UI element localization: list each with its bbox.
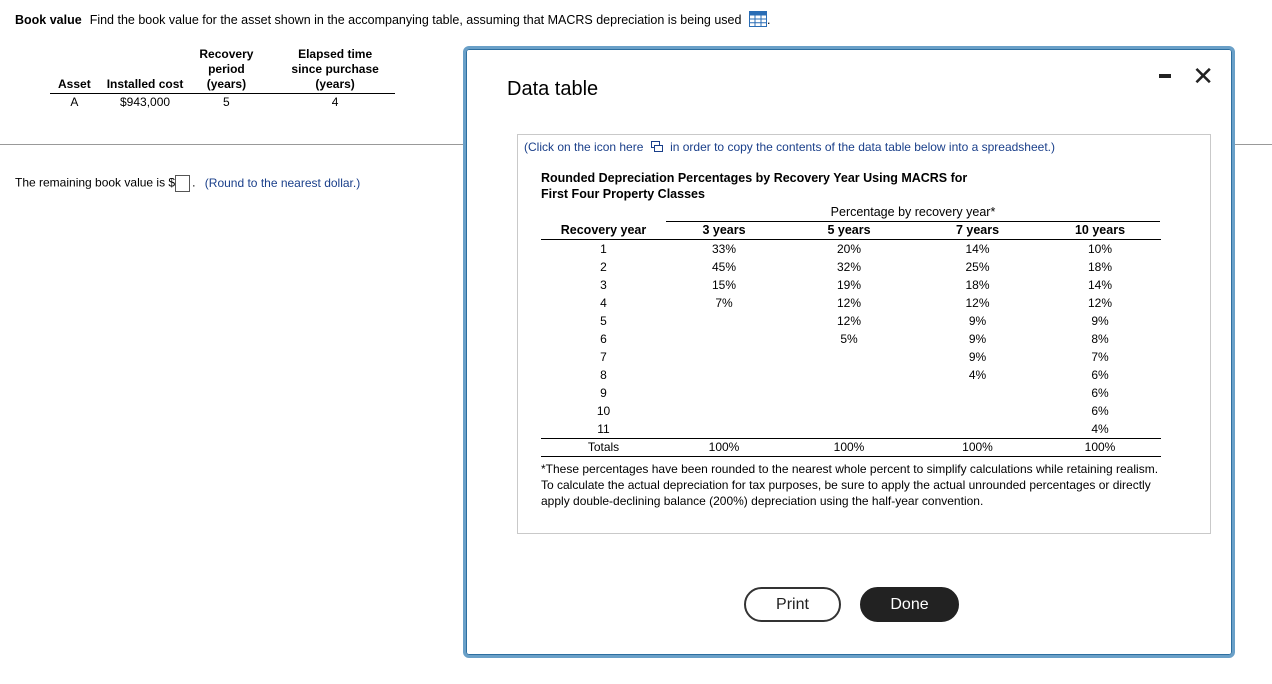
macrs-table: [541, 222, 1161, 457]
question-tail: .: [766, 12, 771, 27]
table-title: [541, 170, 967, 202]
pct-3yr-cell: 45%: [711, 260, 737, 274]
elapsed-header-line-1: Elapsed time: [298, 47, 373, 61]
question-text: [15, 11, 770, 30]
recovery-header-line-1: Recovery: [199, 47, 254, 61]
recovery-year-cell: 3: [600, 278, 607, 292]
elapsed-cell: 4: [331, 95, 339, 109]
elapsed-header-line-2: since purchase: [291, 62, 379, 76]
answer-prefix: The remaining book value is $: [15, 175, 176, 190]
recovery-year-cell: 8: [600, 368, 607, 382]
copy-note: [524, 140, 1055, 155]
recovery-header-line-2: period: [208, 62, 245, 76]
percentage-group-header: Percentage by recovery year*: [666, 205, 1160, 222]
pct-10yr-cell: 9%: [1091, 314, 1109, 328]
done-button[interactable]: Done: [860, 587, 959, 622]
pct-5yr-cell: [782, 348, 916, 366]
totals-cell: 100%: [916, 439, 1039, 457]
recovery-header-line-3: (years): [206, 77, 247, 91]
answer-line: [15, 175, 360, 192]
pct-10yr-cell: 10%: [1087, 242, 1113, 256]
col-header-3-years: 3 years: [666, 222, 782, 240]
pct-7yr-cell: 25%: [965, 260, 990, 274]
pct-10yr-cell: 14%: [1087, 278, 1113, 292]
question-body: Find the book value for the asset shown in the accompanying table, assuming that MACRS depreciation is being used: [89, 12, 742, 27]
table-row: [541, 240, 1161, 259]
table-row: [50, 94, 395, 111]
recovery-year-cell: 2: [600, 260, 607, 274]
recovery-year-cell: 7: [600, 350, 607, 364]
pct-3yr-cell: 15%: [711, 278, 737, 292]
elapsed-col-header: [261, 47, 394, 94]
recovery-year-cell: 6: [600, 332, 607, 346]
pct-10yr-cell: 6%: [1091, 368, 1109, 382]
table-footnote: *These percentages have been rounded to the nearest whole percent to simplify calculations while retaining realism. To calculate the actual depreciation for tax purposes, be sure to apply the actual unrounded percentages or directly apply double-declining balance (200%) depreciation using the half-year convention.: [541, 462, 1159, 508]
table-row: [541, 312, 1161, 330]
cost-cell: $943,000: [120, 95, 171, 109]
pct-5yr-cell: 12%: [836, 314, 862, 328]
pct-10yr-cell: 18%: [1087, 260, 1113, 274]
pct-7yr-cell: [916, 420, 1039, 439]
col-header-recovery-year: Recovery year: [541, 222, 666, 240]
pct-5yr-cell: 12%: [836, 296, 862, 310]
recovery-year-cell: 10: [596, 404, 611, 418]
col-header-10-years: 10 years: [1039, 222, 1161, 240]
recovery-year-cell: 11: [597, 422, 610, 436]
table-title-line-1: Rounded Depreciation Percentages by Recovery Year Using MACRS for: [541, 171, 968, 185]
copy-note-post: in order to copy the contents of the data table below into a spreadsheet.): [670, 140, 1055, 154]
pct-5yr-cell: 32%: [836, 260, 862, 274]
col-header-7-years: 7 years: [916, 222, 1039, 240]
print-button[interactable]: Print: [744, 587, 841, 622]
totals-row: [541, 439, 1161, 457]
copy-icon[interactable]: [651, 141, 663, 155]
totals-cell: 100%: [1039, 439, 1161, 457]
pct-3yr-cell: [666, 384, 782, 402]
pct-5yr-cell: [782, 420, 916, 439]
pct-7yr-cell: 12%: [965, 296, 990, 310]
pct-5yr-cell: 20%: [836, 242, 862, 256]
totals-cell: 100%: [782, 439, 916, 457]
cost-col-header: Installed cost: [99, 47, 192, 94]
table-title-line-2: First Four Property Classes: [541, 187, 705, 201]
data-table-frame: [517, 134, 1211, 534]
asset-table: [50, 47, 395, 110]
pct-10yr-cell: 4%: [1091, 422, 1109, 436]
table-row: [541, 420, 1161, 439]
asset-col-header: Asset: [50, 47, 99, 94]
pct-7yr-cell: 14%: [965, 242, 990, 256]
recovery-year-cell: 1: [600, 242, 607, 256]
recovery-year-cell: 5: [600, 314, 607, 328]
pct-3yr-cell: [666, 366, 782, 384]
pct-5yr-cell: [782, 384, 916, 402]
table-row: [541, 330, 1161, 348]
totals-label: Totals: [541, 439, 666, 457]
recovery-col-header: [191, 47, 261, 94]
recovery-year-cell: 9: [600, 386, 607, 400]
table-row: [541, 348, 1161, 366]
copy-note-pre: (Click on the icon here: [524, 140, 644, 154]
table-row: [541, 294, 1161, 312]
table-row: [541, 258, 1161, 276]
asset-cell: A: [70, 95, 79, 109]
pct-10yr-cell: 6%: [1091, 404, 1109, 418]
pct-7yr-cell: 9%: [968, 350, 987, 364]
book-value-input[interactable]: [175, 175, 190, 192]
pct-3yr-cell: 33%: [711, 242, 737, 256]
close-icon[interactable]: ✕: [1192, 61, 1214, 91]
pct-3yr-cell: 7%: [715, 296, 733, 310]
elapsed-header-line-3: (years): [315, 77, 355, 91]
totals-cell: 100%: [666, 439, 782, 457]
pct-10yr-cell: 12%: [1087, 296, 1113, 310]
pct-7yr-cell: 18%: [965, 278, 990, 292]
recovery-cell: 5: [223, 95, 230, 109]
pct-5yr-cell: 5%: [840, 332, 858, 346]
pct-10yr-cell: 8%: [1091, 332, 1109, 346]
grid-icon[interactable]: [749, 11, 767, 30]
answer-suffix: .: [192, 175, 196, 190]
data-table-dialog: [463, 46, 1235, 658]
pct-10yr-cell: 6%: [1091, 386, 1109, 400]
pct-3yr-cell: [666, 420, 782, 439]
pct-5yr-cell: [782, 402, 916, 420]
pct-3yr-cell: [666, 402, 782, 420]
pct-3yr-cell: [666, 312, 782, 330]
pct-3yr-cell: [666, 330, 782, 348]
table-row: [541, 384, 1161, 402]
pct-7yr-cell: 9%: [968, 332, 987, 346]
recovery-year-cell: 4: [600, 296, 607, 310]
col-header-5-years: 5 years: [782, 222, 916, 240]
question-lead: Book value: [15, 12, 82, 27]
pct-10yr-cell: 7%: [1091, 350, 1109, 364]
minimize-icon[interactable]: [1159, 74, 1171, 78]
table-row: [541, 366, 1161, 384]
rounding-hint: (Round to the nearest dollar.): [204, 175, 361, 190]
pct-7yr-cell: 9%: [968, 314, 987, 328]
pct-3yr-cell: [666, 348, 782, 366]
pct-7yr-cell: [916, 402, 1039, 420]
table-row: [541, 402, 1161, 420]
pct-5yr-cell: 19%: [836, 278, 862, 292]
dialog-title: Data table: [507, 78, 599, 100]
pct-7yr-cell: [916, 384, 1039, 402]
table-row: [541, 276, 1161, 294]
pct-7yr-cell: 4%: [968, 368, 987, 382]
pct-5yr-cell: [782, 366, 916, 384]
